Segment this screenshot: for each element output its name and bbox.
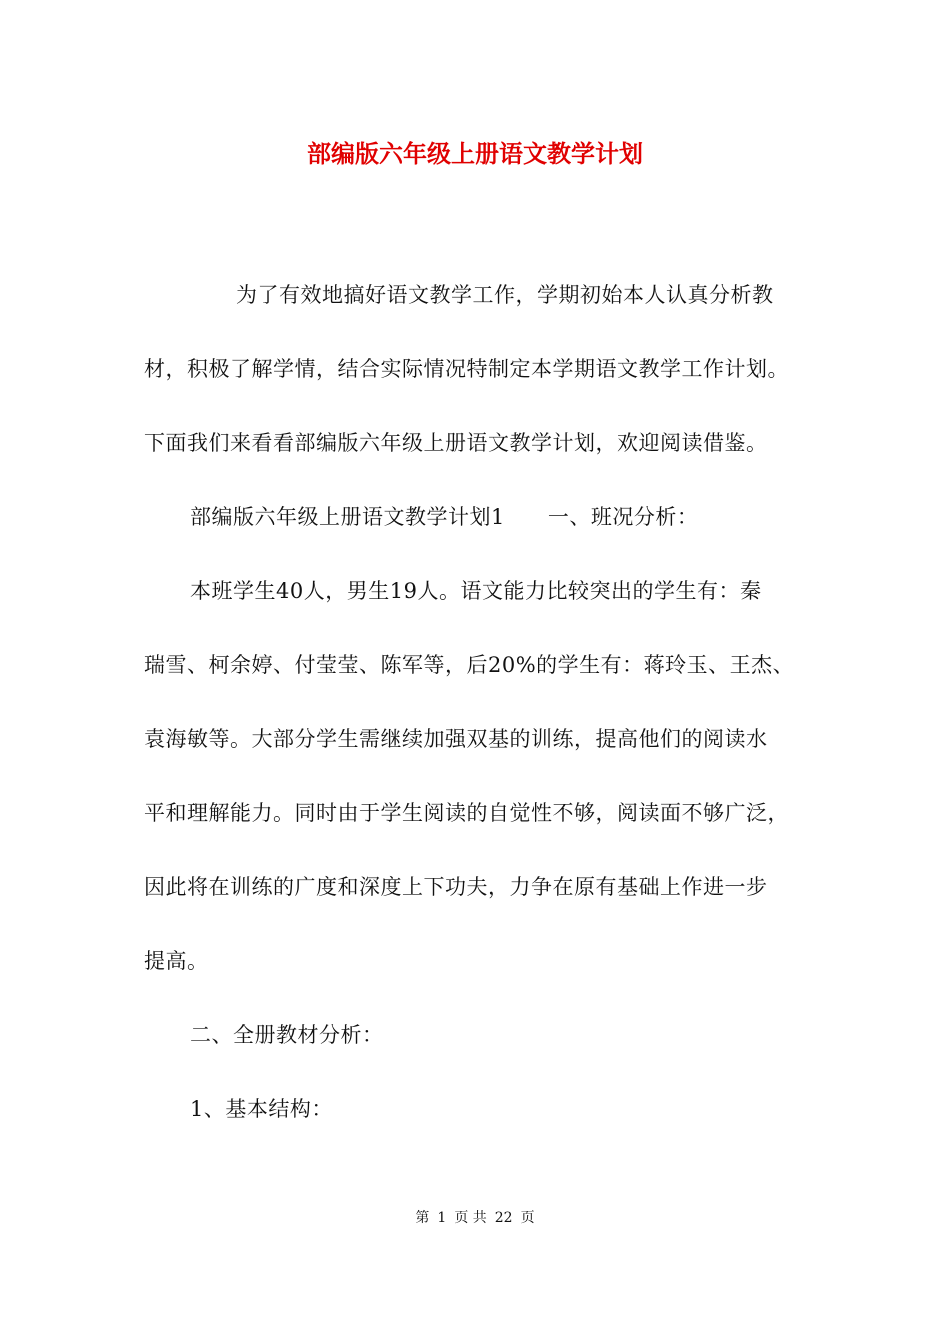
footer-prefix: 第 (415, 1210, 430, 1226)
subsection-heading: 1、基本结构： (190, 1097, 333, 1121)
paragraph-line: 本班学生40人，男生19人。语文能力比较突出的学生有：秦 (190, 579, 762, 603)
paragraph-line: 材，积极了解学情，结合实际情况特制定本学期语文教学工作计划。 (144, 357, 789, 381)
footer-suffix: 页 (520, 1210, 535, 1226)
paragraph-line: 为了有效地搞好语文教学工作，学期初始本人认真分析教 (236, 283, 774, 307)
section-heading-line: 部编版六年级上册语文教学计划1 一、班况分析： (190, 505, 699, 529)
paragraph-line: 提高。 (144, 949, 209, 973)
current-page-number: 1 (437, 1210, 447, 1226)
paragraph-line: 袁海敏等。大部分学生需继续加强双基的训练，提高他们的阅读水 (144, 727, 768, 751)
total-pages-number: 22 (494, 1210, 513, 1226)
paragraph-line: 因此将在训练的广度和深度上下功夫，力争在原有基础上作进一步 (144, 875, 768, 899)
paragraph-line: 瑞雪、柯余婷、付莹莹、陈军等，后20%的学生有：蒋玲玉、王杰、 (144, 653, 795, 677)
paragraph-line: 平和理解能力。同时由于学生阅读的自觉性不够，阅读面不够广泛， (144, 801, 789, 825)
page-footer (0, 1208, 950, 1228)
document-title: 部编版六年级上册语文教学计划 (307, 139, 643, 168)
footer-mid: 页 共 (454, 1210, 487, 1226)
section-heading: 二、全册教材分析： (190, 1023, 384, 1047)
paragraph-line: 下面我们来看看部编版六年级上册语文教学计划，欢迎阅读借鉴。 (144, 431, 768, 455)
